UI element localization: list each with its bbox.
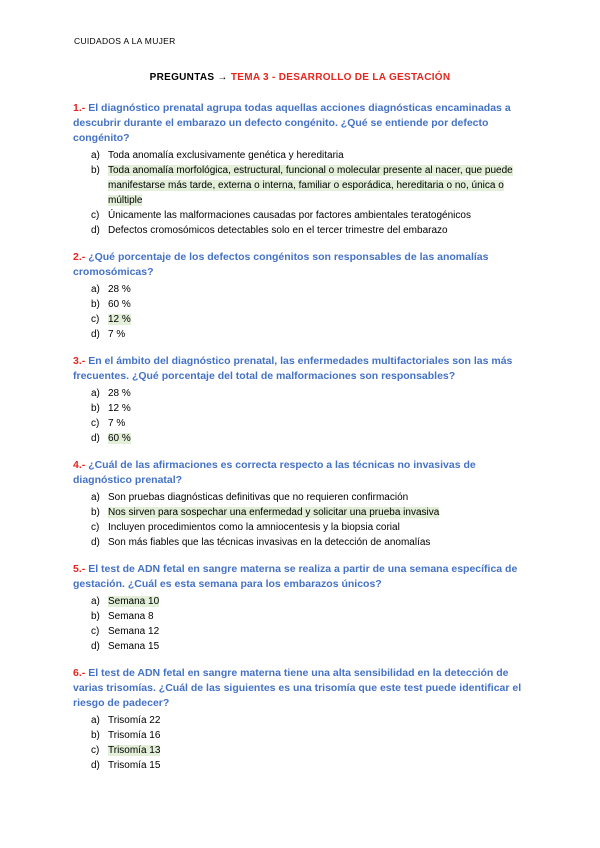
answer-options [73,594,528,654]
answer-option [73,282,528,297]
answer-options [73,713,528,773]
option-letter: c) [91,314,100,325]
answer-option [73,223,528,238]
option-text: Trisomía 13 [108,745,161,756]
answer-option-correct [73,594,528,609]
option-letter: b) [91,165,100,176]
option-text: 60 % [108,433,131,444]
option-text: 7 % [108,418,126,429]
answer-option-correct [73,312,528,327]
answer-options [73,386,528,446]
question-number: 3.- [73,355,86,367]
option-letter: a) [91,715,100,726]
option-letter: b) [91,611,100,622]
option-letter: a) [91,388,100,399]
option-text: Semana 12 [108,626,160,637]
answer-option-correct [73,505,528,520]
option-text: Defectos cromosómicos detectables solo en el tercer trimestre del embarazo [108,225,448,236]
option-letter: b) [91,403,100,414]
option-text: Son pruebas diagnósticas definitivas que no requieren confirmación [108,492,409,503]
title-topic: TEMA 3 - DESARROLLO DE LA GESTACIÓN [230,72,451,83]
option-letter: b) [91,730,100,741]
option-text: 12 % [108,403,131,414]
question-body: El test de ADN fetal en sangre materna se realiza a partir de una semana específica de gestación. ¿Cuál es esta semana para los embarazos únicos? [73,563,518,590]
answer-option [73,490,528,505]
option-letter: c) [91,210,100,221]
option-letter: d) [91,537,100,548]
question-number: 2.- [73,251,86,263]
question-body: El diagnóstico prenatal agrupa todas aquellas acciones diagnósticas encaminadas a descubrir durante el embarazo un defecto congénito. ¿Qué se entiende por defecto congénito? [73,102,511,144]
answer-option [73,639,528,654]
option-letter: b) [91,507,100,518]
option-text: 12 % [108,314,131,325]
question-number: 6.- [73,667,86,679]
question-text [73,458,528,488]
answer-options [73,282,528,342]
document-header: CUIDADOS A LA MUJER [74,36,176,46]
question-body: ¿Qué porcentaje de los defectos congénitos son responsables de las anomalías cromosómicas? [73,251,489,278]
option-letter: c) [91,745,100,756]
answer-option [73,416,528,431]
answer-option [73,401,528,416]
option-letter: c) [91,626,100,637]
option-text: Semana 15 [108,641,160,652]
answer-option-correct [73,431,528,446]
option-text: 60 % [108,299,131,310]
answer-options [73,490,528,550]
title-prefix: PREGUNTAS → [149,72,231,83]
option-letter: c) [91,418,100,429]
option-letter: c) [91,522,100,533]
question-body: En el ámbito del diagnóstico prenatal, las enfermedades multifactoriales son las más frecuentes. ¿Qué porcentaje del total de malformaciones son responsables? [73,355,513,382]
question-body: ¿Cuál de las afirmaciones es correcta respecto a las técnicas no invasivas de diagnóstico prenatal? [73,459,476,486]
question-block [73,354,528,446]
answer-option-correct [73,743,528,758]
answer-option [73,728,528,743]
option-text: Incluyen procedimientos como la amniocentesis y la biopsia corial [108,522,400,533]
answer-option [73,386,528,401]
question-block [73,562,528,654]
question-number: 5.- [73,563,86,575]
answer-option [73,208,528,223]
page-title [0,72,600,83]
option-letter: b) [91,299,100,310]
option-letter: a) [91,284,100,295]
option-letter: a) [91,150,100,161]
option-text: Semana 10 [108,596,160,607]
option-text: Toda anomalía morfológica, estructural, funcional o molecular presente al nacer, que puede manifestarse más tarde, externa o interna, familiar o esporádica, hereditaria o no, única o múltiple [108,165,513,206]
answer-option [73,624,528,639]
question-text [73,562,528,592]
answer-option [73,520,528,535]
question-text [73,666,528,711]
option-text: Trisomía 22 [108,715,161,726]
answer-options [73,148,528,238]
question-block [73,101,528,238]
question-number: 1.- [73,102,86,114]
option-letter: d) [91,760,100,771]
option-text: Trisomía 16 [108,730,161,741]
option-text: Son más fiables que las técnicas invasivas en la detección de anomalías [108,537,431,548]
answer-option [73,327,528,342]
question-block [73,666,528,773]
answer-option [73,148,528,163]
option-letter: a) [91,492,100,503]
option-letter: a) [91,596,100,607]
option-letter: d) [91,433,100,444]
option-text: 28 % [108,388,131,399]
answer-option [73,609,528,624]
option-letter: d) [91,329,100,340]
option-text: Trisomía 15 [108,760,161,771]
question-body: El test de ADN fetal en sangre materna tiene una alta sensibilidad en la detección de varias trisomías. ¿Cuál de las siguientes es una trisomía que este test puede identificar el riesgo de padecer? [73,667,522,709]
question-text [73,101,528,146]
question-block [73,458,528,550]
answer-option-correct [73,163,528,208]
answer-option [73,297,528,312]
option-text: 7 % [108,329,126,340]
answer-option [73,758,528,773]
answer-option [73,535,528,550]
option-text: Únicamente las malformaciones causadas por factores ambientales teratogénicos [108,210,471,221]
option-letter: d) [91,641,100,652]
option-text: Toda anomalía exclusivamente genética y hereditaria [108,150,344,161]
option-text: Semana 8 [108,611,154,622]
question-text [73,354,528,384]
option-text: 28 % [108,284,131,295]
questions-list [73,101,528,785]
option-text: Nos sirven para sospechar una enfermedad y solicitar una prueba invasiva [108,507,440,518]
question-block [73,250,528,342]
option-letter: d) [91,225,100,236]
question-number: 4.- [73,459,86,471]
answer-option [73,713,528,728]
question-text [73,250,528,280]
